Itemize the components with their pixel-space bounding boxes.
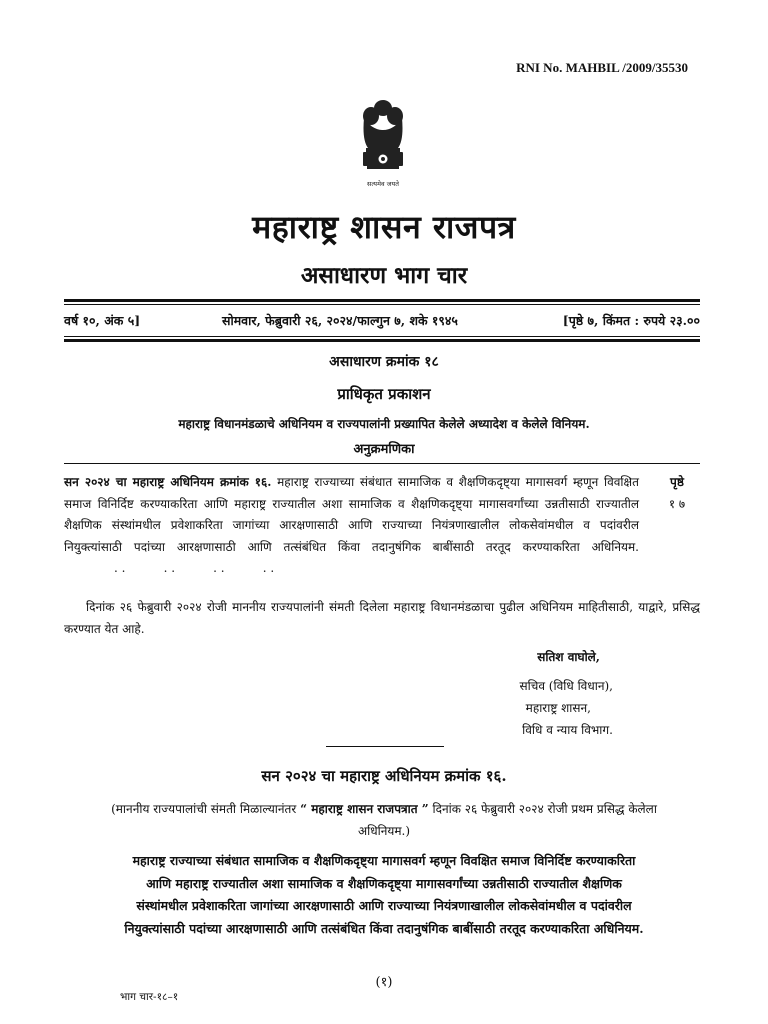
issue-meta-line [64, 312, 700, 332]
header-rule-top [64, 299, 700, 302]
gazette-subtitle: असाधारण भाग चार [300, 262, 468, 289]
issue-number: वर्ष १०, अंक ५] [64, 313, 141, 328]
signatory-department: विधि व न्याय विभाग. [522, 723, 613, 737]
contents-act-description: महाराष्ट्र राज्याच्या संबंधात सामाजिक व शैक्षणिकदृष्ट्या मागासवर्ग म्हणून विवक्षित समाज विनिर्दिष्ट करण्याकरिता आणि महाराष्ट्र राज्यातील अशा सामाजिक व शैक्षणिकदृष्ट्या मागासवर्गांच्या उन्नतीसाठी राज्यातील शैक्षणिक संस्थांमधील प्रवेशाकरिता जागांच्या आरक्षणासाठी आणि राज्याच्या नियंत्रणाखालील लोकसेवांमधील व पदांवरील नियुक्त्यांसाठी पदांच्या आरक्षणासाठी आणि तत्संबंधित किंवा तदानुषंगिक बाबींसाठी तरतूद करण्याकरिता अधिनियम. [64, 475, 639, 554]
extraordinary-number: असाधारण क्रमांक १८ [329, 354, 439, 370]
contents-page-range: १ ७ [668, 496, 686, 511]
assent-note-gazette: “ महाराष्ट्र शासन राजपत्रात ” [300, 802, 429, 816]
header-rule-bottom [64, 339, 700, 342]
issue-date: सोमवार, फेब्रुवारी २६, २०२४/फाल्गुन ७, शके १९४५ [222, 313, 458, 328]
page-number: (१) [375, 975, 393, 990]
header-rule-top-thin [64, 304, 700, 305]
assent-note [110, 798, 658, 842]
signatory-name: सतिश वाघोले, [537, 650, 600, 664]
emblem-motto: सत्यमेव जयते [367, 180, 399, 188]
rni-number: RNI No. MAHBIL /2009/35530 [516, 60, 688, 75]
section-divider [326, 746, 444, 747]
publication-description: महाराष्ट्र विधानमंडळाचे अधिनियम व राज्यपालांनी प्रख्यापित केलेले अध्यादेश व केलेले विनियम. [178, 417, 590, 431]
contents-leader-dots: . . . . . . . . [114, 561, 275, 575]
contents-act-reference: सन २०२४ चा महाराष्ट्र अधिनियम क्रमांक १६. [64, 475, 272, 489]
intro-paragraph: दिनांक २६ फेब्रुवारी २०२४ रोजी माननीय राज्यपालांनी संमती दिलेला महाराष्ट्र विधानमंडळाचा पुढील अधिनियम माहितीसाठी, याद्वारे, प्रसिद्ध करण्यात येत आहे. [64, 600, 700, 636]
signatory-designation: सचिव (विधि विधान), [519, 679, 613, 693]
assent-note-after: दिनांक २६ फेब्रुवारी २०२४ रोजी प्रथम प्रसिद्ध केलेला अधिनियम.) [357, 802, 657, 838]
contents-page-column [654, 472, 700, 515]
gazette-title: महाराष्ट्र शासन राजपत्र [252, 208, 516, 246]
header-rule-bottom-thin [64, 336, 700, 337]
index-rule [64, 463, 700, 464]
signatory-government: महाराष्ट्र शासन, [525, 701, 591, 715]
index-heading: अनुक्रमणिका [353, 442, 415, 457]
publication-heading: प्राधिकृत प्रकाशन [337, 385, 431, 403]
national-emblem-icon [354, 96, 412, 192]
contents-text [64, 472, 639, 580]
assent-note-before: (माननीय राज्यपालांची संमती मिळाल्यानंतर [111, 802, 301, 816]
contents-page-label: पृष्ठे [670, 475, 684, 489]
pages-price: [पृष्ठे ७, किंमत : रुपये २३.०० [562, 313, 700, 328]
act-long-title: महाराष्ट्र राज्याच्या संबंधात सामाजिक व शैक्षणिकदृष्ट्या मागासवर्ग म्हणून विवक्षित समाज विनिर्दिष्ट करण्याकरिता आणि महाराष्ट्र राज्यातील अशा सामाजिक व शैक्षणिकदृष्ट्या मागासवर्गांच्या उन्नतीसाठी राज्यातील शैक्षणिक संस्थांमधील प्रवेशाकरिता जागांच्या आरक्षणासाठी आणि राज्याच्या नियंत्रणाखालील लोकसेवांमधील व पदांवरील नियुक्त्यांसाठी पदांच्या आरक्षणासाठी आणि तत्संबंधित किंवा तदानुषंगिक बाबींसाठी तरतूद करण्याकरिता अधिनियम. [124, 853, 644, 936]
act-title: सन २०२४ चा महाराष्ट्र अधिनियम क्रमांक १६. [261, 767, 507, 785]
footer-code: भाग चार-१८–१ [120, 991, 179, 1003]
